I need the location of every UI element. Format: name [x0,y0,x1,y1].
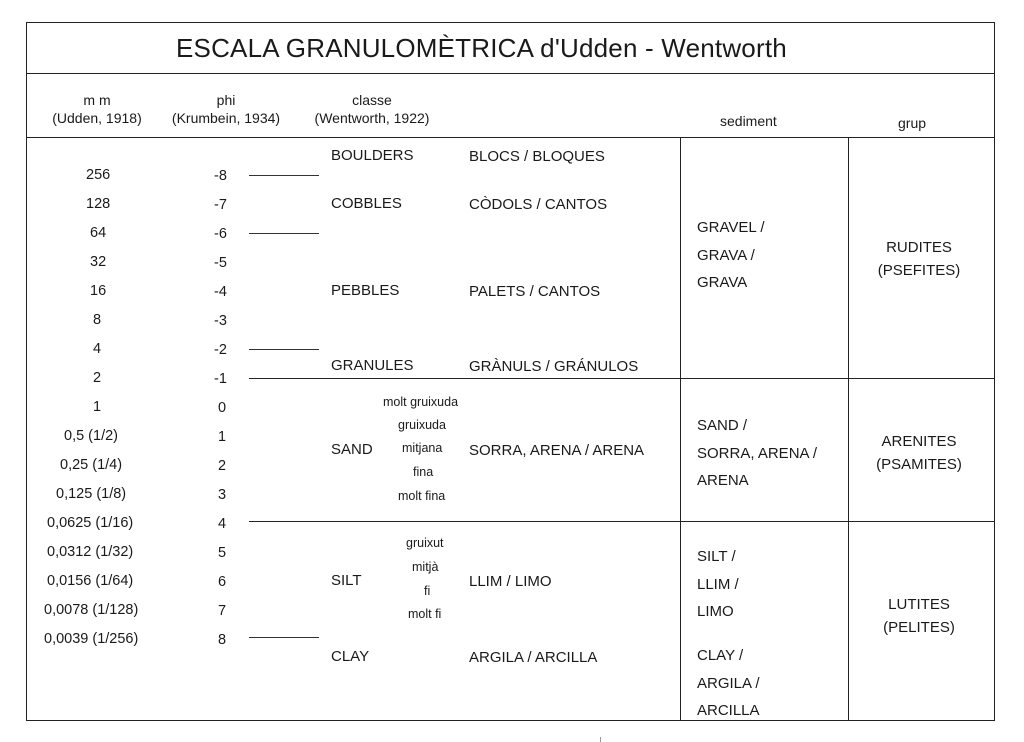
mm-value: 0,0312 (1/32) [47,544,134,560]
sediment-silt-line: LIMO [697,603,734,620]
class-en-sand: SAND [331,441,373,458]
header-phi-ref: (Krumbein, 1934) [171,110,281,126]
phi-value: -6 [214,226,227,242]
mm-value: 256 [86,167,111,183]
phi-value: 4 [218,516,227,532]
mm-value: 0,0078 (1/128) [44,602,139,618]
mm-value: 2 [93,370,102,386]
group-lutites-name: LUTITES [888,596,950,613]
phi-value: 7 [218,603,227,619]
mm-value: 128 [86,196,111,212]
header-grup: grup [898,115,927,131]
phi-value: -7 [214,197,227,213]
sediment-silt-line: SILT / [697,548,736,565]
phi-value: 6 [218,574,227,590]
sediment-sand-line: ARENA [697,472,749,489]
phi-value: 3 [218,487,227,503]
mm-value: 32 [90,254,107,270]
mm-value: 0,25 (1/4) [60,457,123,473]
class-en-pebbles: PEBBLES [331,282,400,299]
group-arenites-name: ARENITES [881,433,957,450]
sediment-clay-line: CLAY / [697,647,744,664]
group-arenites [849,430,989,476]
header-phi [160,91,292,127]
sand-subclass: molt fina [398,489,446,503]
mm-value: 8 [93,312,102,328]
class-local-boulders: BLOCS / BLOQUES [469,148,605,165]
sediment-column-divider [680,137,681,720]
group-arenites-alt: (PSAMITES) [876,456,962,473]
sand-subclass: mitjana [402,441,443,455]
mm-value: 1 [93,399,102,415]
group-rudites [849,236,989,282]
sediment-sand-line: SORRA, ARENA / [697,444,818,462]
mm-value: 0,0156 (1/64) [47,573,134,589]
class-en-silt: SILT [331,572,362,589]
mm-value: 0,0039 (1/256) [44,631,139,647]
phi-value: -4 [214,284,227,300]
phi-value: -1 [214,371,227,387]
sediment-gravel [697,214,765,297]
group-rudites-name: RUDITES [886,239,952,256]
tick-silt-clay [249,637,319,638]
tick-cobbles-pebbles [249,233,319,234]
class-local-sand: SORRA, ARENA / ARENA [469,442,645,459]
header-sediment: sediment [720,113,777,129]
header-mm-label: m m [83,92,111,108]
phi-value: 8 [218,632,227,648]
sand-subclass: molt gruixuda [383,395,459,409]
sediment-clay-line: ARCILLA [697,702,760,719]
class-en-cobbles: COBBLES [331,195,402,212]
class-local-silt: LLIM / LIMO [469,573,552,590]
header-phi-label: phi [216,92,236,108]
phi-value: 0 [218,400,227,416]
phi-value: 5 [218,545,227,561]
sediment-sand [697,412,817,495]
header-classe-ref: (Wentworth, 1922) [314,110,430,126]
group-rudites-alt: (PSEFITES) [877,262,961,279]
tick-pebbles-granules [249,349,319,350]
silt-subclass: mitjà [412,560,439,574]
sediment-gravel-line: GRAVA [697,274,748,291]
silt-subclass: molt fi [408,607,442,621]
sediment-silt [697,543,739,626]
sediment-gravel-line: GRAVEL / [697,219,765,236]
sand-subclass: fina [413,465,434,479]
class-local-clay: ARGILA / ARCILLA [469,649,598,666]
mm-value: 0,0625 (1/16) [47,515,134,531]
phi-value: -8 [214,168,227,184]
mm-value: 16 [90,283,107,299]
silt-subclass: gruixut [406,536,444,550]
header-mm [40,91,154,127]
boundary-sand-mud [249,521,994,522]
class-local-granules: GRÀNULS / GRÁNULOS [469,358,639,375]
sediment-sand-line: SAND / [697,417,748,434]
silt-subclass: fi [424,584,431,598]
mm-value: 0,125 (1/8) [56,486,127,502]
phi-value: -5 [214,255,227,271]
tick-boulders-cobbles [249,175,319,176]
class-local-pebbles: PALETS / CANTOS [469,283,601,300]
class-en-clay: CLAY [331,648,370,665]
sediment-silt-line: LLIM / [697,575,739,593]
boundary-gravel-sand [249,378,994,379]
phi-value: -3 [214,313,227,329]
class-local-cobbles: CÒDOLS / CANTOS [469,196,608,213]
class-en-granules: GRANULES [331,357,414,374]
mm-value: 4 [93,341,102,357]
sediment-gravel-line: GRAVA / [697,246,755,264]
header-classe-label: classe [352,92,392,108]
phi-value: 1 [218,429,227,445]
phi-value: -2 [214,342,227,358]
scan-artifact [600,737,601,742]
page-title: ESCALA GRANULOMÈTRICA d'Udden - Wentworth [176,33,787,63]
sand-subclass: gruixuda [398,418,446,432]
mm-value: 0,5 (1/2) [64,428,118,444]
sediment-clay [697,642,760,725]
header-classe [302,91,442,127]
phi-value: 2 [218,458,227,474]
mm-value: 64 [90,225,107,241]
class-en-boulders: BOULDERS [331,147,414,164]
header-mm-ref: (Udden, 1918) [52,110,142,126]
group-lutites-alt: (PELITES) [883,619,955,636]
group-lutites [849,593,989,639]
sediment-clay-line: ARGILA / [697,674,760,692]
title-divider [26,73,994,74]
